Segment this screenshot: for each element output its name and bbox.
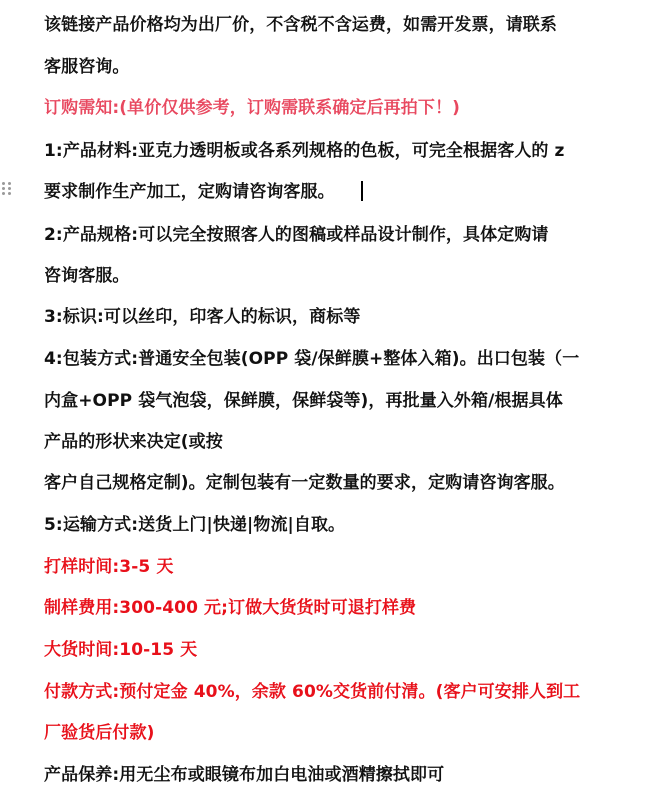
payment-line-1: 付款方式:预付定金 40%，余款 60%交货前付清。(客户可安排人到工 <box>44 682 581 702</box>
material-line-1: 1:产品材料:亚克力透明板或各系列规格的色板，可完全根据客人的 z <box>44 141 565 161</box>
packaging-line-3: 产品的形状来决定(或按 <box>44 432 223 452</box>
packaging-line-1: 4:包装方式:普通安全包装(OPP 袋/保鲜膜+整体入箱)。出口包装（一 <box>44 349 580 369</box>
text-line-intro-1: 该链接产品价格均为出厂价，不含税不含运费，如需开发票，请联系 <box>44 15 557 35</box>
spec-line-2: 咨询客服。 <box>44 266 130 286</box>
order-notice-line: 订购需知:(单价仅供参考，订购需联系确定后再拍下！) <box>44 98 460 118</box>
text-caret <box>361 181 363 201</box>
spec-line-1: 2:产品规格:可以完全按照客人的图稿或样品设计制作，具体定购请 <box>44 225 549 245</box>
packaging-line-4: 客户自己规格定制)。定制包装有一定数量的要求，定购请咨询客服。 <box>44 473 565 493</box>
packaging-line-2: 内盒+OPP 袋气泡袋，保鲜膜，保鲜袋等)，再批量入外箱/根据具体 <box>44 391 563 411</box>
bulk-time-line: 大货时间:10-15 天 <box>44 640 198 660</box>
material-line-2[interactable]: 要求制作生产加工，定购请咨询客服。 <box>44 182 335 202</box>
drag-handle-icon[interactable] <box>2 181 14 197</box>
shipping-line: 5:运输方式:送货上门|快递|物流|自取。 <box>44 515 346 535</box>
payment-line-2: 厂验货后付款) <box>44 723 155 743</box>
maintenance-line: 产品保养:用无尘布或眼镜布加白电油或酒精擦拭即可 <box>44 765 445 785</box>
text-line-intro-2: 客服咨询。 <box>44 57 130 77</box>
logo-line: 3:标识:可以丝印，印客人的标识，商标等 <box>44 307 361 327</box>
sample-time-line: 打样时间:3-5 天 <box>44 557 174 577</box>
sample-fee-line: 制样费用:300-400 元;订做大货货时可退打样费 <box>44 598 417 618</box>
